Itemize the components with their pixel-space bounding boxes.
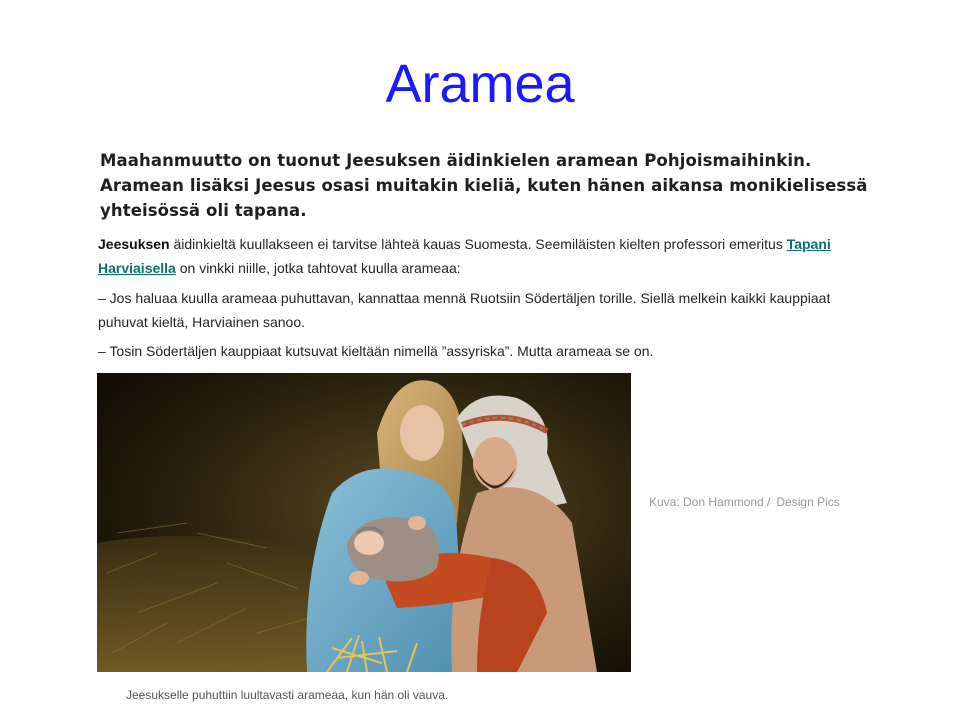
article-paragraph-3: – Tosin Södertäljen kauppiaat kutsuvat kieltään nimellä ”assyriska”. Mutta arameaa se on. [98, 343, 654, 359]
professor-link[interactable]: Tapani Harviaisella [98, 236, 831, 276]
article-paragraph-1 [98, 232, 878, 280]
paragraph-text: äidinkieltä kuullakseen ei tarvitse lähteä kauas Suomesta. Seemiläisten kielten professori emeritus [169, 236, 787, 252]
paragraph-bold-word: Jeesuksen [98, 236, 170, 252]
photo-credit [649, 495, 840, 509]
article-lead: Maahanmuutto on tuonut Jeesuksen äidinkielen aramean Pohjoismaihinkin. Aramean lisäksi Jeesus osasi muitakin kieliä, kuten hänen aikansa monikielisessä yhteisössä oli tapana. [100, 151, 868, 220]
nativity-photo [97, 373, 631, 672]
article-paragraph-2: – Jos haluaa kuulla arameaa puhuttavan, kannattaa mennä Ruotsiin Södertäljen torille. Siellä melkein kaikki kauppiaat puhuvat kieltä, Harviainen sanoo. [98, 290, 831, 330]
photo-caption: Jeesukselle puhuttiin luultavasti arameaa, kun hän oli vauva. [126, 688, 449, 702]
photo-credit-author: Kuva: Don Hammond / [649, 495, 771, 509]
paragraph-text-end: on vinkki niille, jotka tahtovat kuulla arameaa: [175, 260, 461, 276]
slide-title: Aramea [385, 54, 575, 114]
photo-credit-agency: Design Pics [776, 495, 840, 509]
